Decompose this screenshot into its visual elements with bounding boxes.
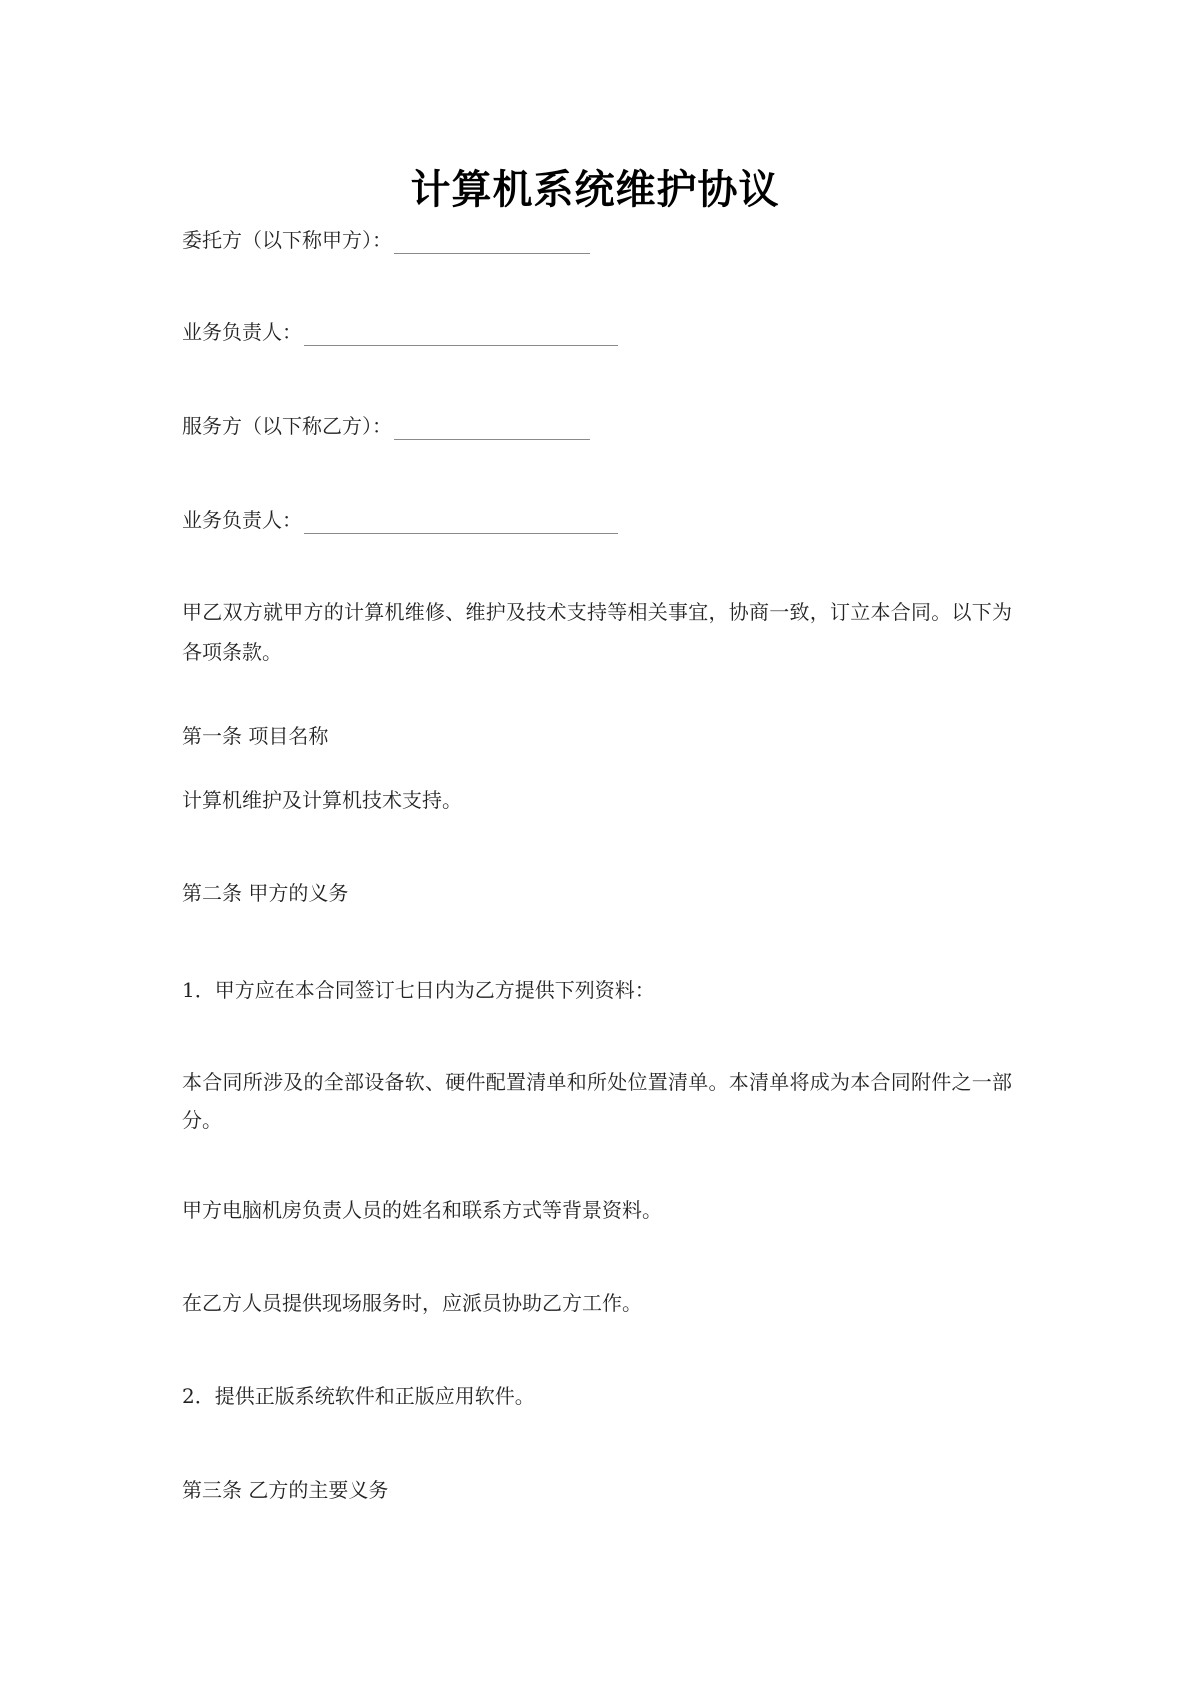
party-a-manager-blank[interactable] (304, 327, 618, 346)
document-title: 计算机系统维护协议 (410, 167, 780, 213)
article1-heading: 第一条 项目名称 (182, 724, 329, 748)
party-b-field (182, 412, 590, 440)
party-a-blank[interactable] (394, 235, 590, 254)
party-b-blank[interactable] (394, 421, 590, 440)
article2-item2: 2．提供正版系统软件和正版应用软件。 (182, 1384, 535, 1408)
article2-sub1: 本合同所涉及的全部设备软、硬件配置清单和所处位置清单。本清单将成为本合同附件之一部分。 (182, 1070, 1012, 1132)
article2-sub3: 在乙方人员提供现场服务时，应派员协助乙方工作。 (182, 1291, 642, 1315)
party-a-manager-label: 业务负责人： (182, 320, 302, 344)
party-a-label: 委托方（以下称甲方）： (182, 228, 392, 252)
article3-heading: 第三条 乙方的主要义务 (182, 1478, 389, 1502)
intro-paragraph: 甲乙双方就甲方的计算机维修、维护及技术支持等相关事宜，协商一致，订立本合同。以下为各项条款。 (182, 600, 1012, 664)
article2-sub2: 甲方电脑机房负责人员的姓名和联系方式等背景资料。 (182, 1198, 662, 1222)
party-b-manager-field (182, 506, 618, 534)
party-b-label: 服务方（以下称乙方）： (182, 414, 392, 438)
article2-heading: 第二条 甲方的义务 (182, 881, 349, 905)
article2-item1: 1．甲方应在本合同签订七日内为乙方提供下列资料： (182, 978, 655, 1002)
article1-body: 计算机维护及计算机技术支持。 (182, 788, 462, 812)
party-a-field (182, 226, 590, 254)
party-b-manager-blank[interactable] (304, 515, 618, 534)
party-a-manager-field (182, 318, 618, 346)
party-b-manager-label: 业务负责人： (182, 508, 302, 532)
